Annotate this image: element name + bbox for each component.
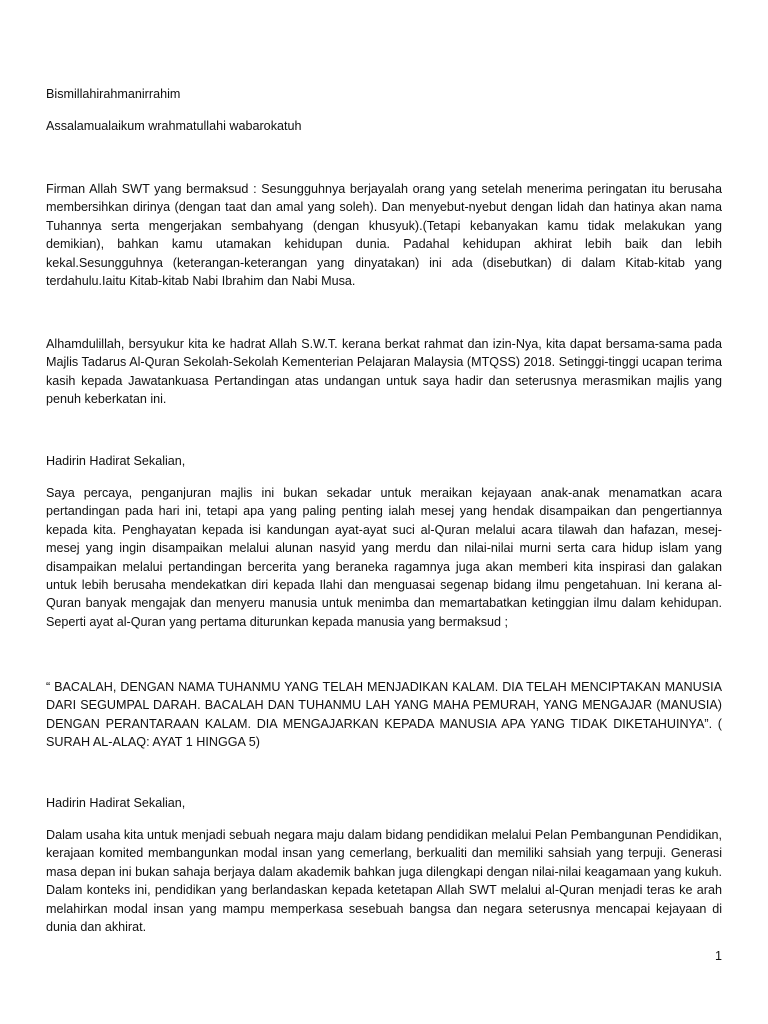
bismillah-text: Bismillahirahmanirrahim bbox=[46, 87, 181, 101]
quran-quote-text: “ BACALAH, DENGAN NAMA TUHANMU YANG TELAH MENJADIKAN KALAM. DIA TELAH MENCIPTAKAN MANUSIA DARI SEGUMPAL DARAH. BACALAH DAN TUHANMU LAH YANG MAHA PEMURAH, YANG MENGAJAR (MANUSIA) DENGAN PERANTARAAN KALAM. DIA MENGAJARKAN KEPADA MANUSIA APA YANG TIDAK DIKETAHUINYA”. ( SURAH AL-ALAQ: AYAT 1 HINGGA 5) bbox=[46, 680, 722, 750]
quran-quote bbox=[46, 678, 722, 752]
second-salutation-text: Hadirin Hadirat Sekalian, bbox=[46, 796, 186, 810]
first-salutation bbox=[46, 452, 722, 470]
opening-greeting bbox=[46, 85, 722, 103]
page-number: 1 bbox=[714, 949, 722, 963]
firman-paragraph bbox=[46, 180, 722, 290]
salam-text: Assalamualaikum wrahmatullahi wabarokatuh bbox=[46, 119, 302, 133]
alhamdulillah-paragraph bbox=[46, 335, 722, 409]
alhamdulillah-text: Alhamdulillah, bersyukur kita ke hadrat Allah S.W.T. kerana berkat rahmat dan izin-Nya, kita dapat bersama-sama pada Majlis Tadarus Al-Quran Sekolah-Sekolah Kementerian Pelajaran Malaysia (MTQSS) 2018. Setinggi-tinggi ucapan terima kasih kepada Jawatankuasa Pertandingan atas undangan untuk saya hadir dan seterusnya merasmikan majlis yang penuh keberkatan ini. bbox=[46, 337, 722, 407]
education-text: Dalam usaha kita untuk menjadi sebuah negara maju dalam bidang pendidikan melalui Pelan Pembangunan Pendidikan, kerajaan komited membangunkan modal insan yang cemerlang, berkualiti dan memiliki sahsiah yang terpuji. Generasi masa depan ini bukan sahaja berjaya dalam akademik bahkan juga dilengkapi dengan nilai-nilai keagamaan yang kukuh. Dalam konteks ini, pendidikan yang berlandaskan kepada ketetapan Allah SWT melalui al-Quran menjadi teras ke arah melahirkan modal insan yang mampu memperkasa sesebuah bangsa dan negara seterusnya mencapai kejayaan di dunia dan akhirat. bbox=[46, 828, 722, 935]
education-paragraph bbox=[46, 826, 722, 936]
firman-text: Firman Allah SWT yang bermaksud : Sesungguhnya berjayalah orang yang setelah menerima peringatan itu berusaha membersihkan dirinya (dengan taat dan amal yang soleh). Dan menyebut-nyebut dengan lidah dan hatinya akan nama Tuhannya serta mengerjakan sembahyang (dengan khusyuk).(Tetapi kebanyakan kamu tidak melakukan yang demikian), bahkan kamu utamakan kehidupan dunia. Padahal kehidupan akhirat lebih baik dan lebih kekal.Sesungguhnya (keterangan-keterangan yang dinyatakan) ini ada (disebutkan) di dalam Kitab-kitab yang terdahulu.Iaitu Kitab-kitab Nabi Ibrahim dan Nabi Musa. bbox=[46, 182, 722, 289]
belief-paragraph bbox=[46, 484, 722, 631]
first-salutation-text: Hadirin Hadirat Sekalian, bbox=[46, 454, 186, 468]
salam-greeting bbox=[46, 117, 722, 135]
belief-text: Saya percaya, penganjuran majlis ini bukan sekadar untuk meraikan kejayaan anak-anak menamatkan acara pertandingan pada hari ini, tetapi apa yang paling penting ialah mesej yang hendak disampaikan dan pengertiannya kepada kita. Penghayatan kepada isi kandungan ayat-ayat suci al-Quran melalui acara tilawah dan hafazan, mesej-mesej yang ingin disampaikan melalui alunan nasyid yang merdu dan nilai-nilai murni serta cara hidup islam yang disampaikan melalui pertandingan bercerita yang beraneka ragamnya juga akan memberi kita inspirasi dan galakan untuk lebih berusaha mendekatkan diri kepada Ilahi dan menguasai segenap bidang ilmu pengetahuan. Ini kerana al-Quran banyak mengajak dan menyeru manusia untuk menimba dan memartabatkan ketinggian ilmu dalam kehidupan. Seperti ayat al-Quran yang pertama diturunkan kepada manusia yang bermaksud ; bbox=[46, 486, 722, 629]
second-salutation bbox=[46, 794, 722, 812]
